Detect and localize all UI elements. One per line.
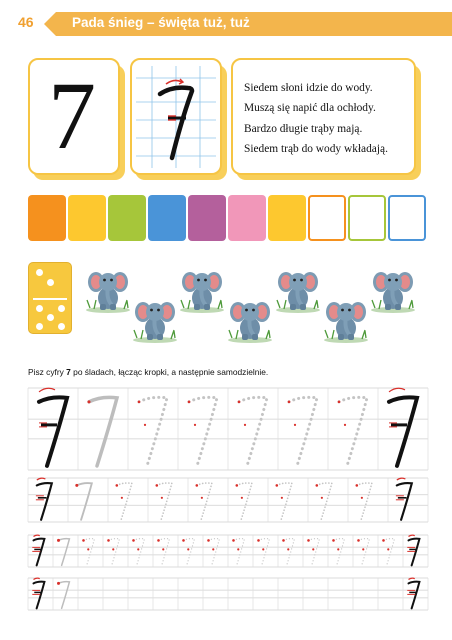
- crossbar-dot: [112, 548, 114, 550]
- digit-seven-dotted: [134, 539, 145, 566]
- stroke-direction-arrow: [397, 478, 406, 480]
- start-dot: [57, 582, 60, 585]
- poem-card: [231, 58, 416, 175]
- start-dot: [196, 484, 199, 487]
- digit-seven-dotted: [189, 397, 217, 466]
- crossbar-dot: [294, 424, 296, 426]
- start-dot: [382, 539, 385, 542]
- start-dot: [288, 401, 291, 404]
- start-dot: [316, 484, 319, 487]
- digit-seven-solid: [409, 539, 420, 566]
- start-dot: [116, 484, 119, 487]
- color-swatch-filled: [148, 195, 186, 241]
- poem-line-1: Siedem słoni idzie do wody.: [244, 82, 373, 94]
- start-dot: [236, 484, 239, 487]
- instruction-after: po śladach, łącząc kropki, a następnie samodzielnie.: [70, 367, 269, 377]
- start-dot: [332, 539, 335, 542]
- stroke-direction-arrow: [39, 388, 55, 392]
- crossbar-dot: [321, 497, 323, 499]
- crossbar-dot: [237, 548, 239, 550]
- start-dot: [238, 401, 241, 404]
- color-swatch-empty[interactable]: [388, 195, 426, 241]
- start-dot: [257, 539, 260, 542]
- stroke-direction-arrow: [389, 388, 405, 392]
- crossbar-dot: [262, 548, 264, 550]
- digit-seven-trace: [89, 397, 117, 466]
- crossbar-dot: [137, 548, 139, 550]
- digit-seven-solid: [34, 539, 45, 566]
- start-dot: [307, 539, 310, 542]
- stroke-direction-arrow: [37, 478, 46, 480]
- color-swatch-filled: [228, 195, 266, 241]
- elephant-icon: [86, 272, 130, 313]
- poem-line-3: Bardzo długie trąby mają.: [244, 123, 363, 135]
- start-dot: [156, 484, 159, 487]
- digit-seven-dotted: [157, 483, 172, 520]
- digit-card: [28, 58, 120, 175]
- crossbar-dot: [161, 497, 163, 499]
- digit-seven-solid: [389, 397, 417, 466]
- elephant-icon: [324, 302, 368, 343]
- crossbar-dot: [144, 424, 146, 426]
- start-dot: [188, 401, 191, 404]
- color-swatch-filled: [188, 195, 226, 241]
- color-swatch-empty[interactable]: [348, 195, 386, 241]
- color-swatch-empty[interactable]: [308, 195, 346, 241]
- instruction-before: Pisz cyfry: [28, 367, 67, 377]
- page-number: 46: [18, 14, 34, 30]
- digit-seven-dotted: [239, 397, 267, 466]
- crossbar-dot: [87, 548, 89, 550]
- writing-practice-rows: [0, 380, 452, 620]
- digit-seven-solid: [397, 483, 412, 520]
- crossbar-dot: [287, 548, 289, 550]
- digit-seven-dotted: [359, 539, 370, 566]
- elephant-icon: [228, 302, 272, 343]
- digit-seven-dotted: [277, 483, 292, 520]
- crossbar-dot: [344, 424, 346, 426]
- color-swatch-filled: [68, 195, 106, 241]
- digit-seven-dotted: [289, 397, 317, 466]
- digit-seven-trace: [77, 483, 92, 520]
- poem-line-4: Siedem trąb do wody wkładają.: [244, 143, 388, 155]
- start-dot: [356, 484, 359, 487]
- digit-seven-dotted: [334, 539, 345, 566]
- crossbar-dot: [387, 548, 389, 550]
- digit-seven-dotted: [184, 539, 195, 566]
- elephant-icon: [180, 272, 224, 313]
- digit-seven-dotted: [109, 539, 120, 566]
- digit-seven-dotted: [259, 539, 270, 566]
- start-dot: [88, 400, 91, 403]
- digit-seven-dotted: [84, 539, 95, 566]
- crossbar-dot: [194, 424, 196, 426]
- digit-seven-dotted: [197, 483, 212, 520]
- start-dot: [107, 539, 110, 542]
- elephant-illustrations: [0, 258, 452, 358]
- crossbar-dot: [241, 497, 243, 499]
- crossbar-dot: [244, 424, 246, 426]
- digit-seven-dotted: [237, 483, 252, 520]
- digit-seven-trace: [59, 582, 70, 609]
- start-dot: [75, 484, 78, 487]
- elephant-icon: [276, 272, 320, 313]
- digit-seven-dotted: [357, 483, 372, 520]
- page-title: Pada śnieg – święta tuż, tuż: [72, 15, 250, 30]
- digit-seven-trace: [59, 539, 70, 566]
- digit-seven-dotted: [384, 539, 395, 566]
- digit-seven-dotted: [317, 483, 332, 520]
- digit-seven-dotted: [284, 539, 295, 566]
- digit-seven-dotted: [309, 539, 320, 566]
- stroke-direction-arrow: [34, 578, 40, 579]
- start-dot: [276, 484, 279, 487]
- digit-seven-solid: [39, 397, 67, 466]
- digit-seven-dotted: [339, 397, 367, 466]
- elephant-icon: [133, 302, 177, 343]
- color-swatch-filled: [108, 195, 146, 241]
- start-dot: [232, 539, 235, 542]
- start-dot: [282, 539, 285, 542]
- digit-seven-dotted: [139, 397, 167, 466]
- digit-seven-dotted: [209, 539, 220, 566]
- grid-digit-drawing: [130, 58, 222, 175]
- writing-instruction: [28, 367, 268, 377]
- start-dot: [338, 401, 341, 404]
- crossbar-dot: [187, 548, 189, 550]
- start-dot: [132, 539, 135, 542]
- stroke-direction-arrow: [409, 535, 415, 536]
- start-dot: [182, 539, 185, 542]
- digit-seven-solid: [37, 483, 52, 520]
- poem-line-2: Muszą się napić dla ochłody.: [244, 102, 376, 114]
- digit-seven-dotted: [159, 539, 170, 566]
- digit-seven-solid: [409, 582, 420, 609]
- crossbar-dot: [362, 548, 364, 550]
- stroke-direction-arrow: [409, 578, 415, 579]
- digit-seven-solid: [34, 582, 45, 609]
- crossbar-dot: [212, 548, 214, 550]
- crossbar-dot: [281, 497, 283, 499]
- crossbar-dot: [162, 548, 164, 550]
- crossbar-dot: [337, 548, 339, 550]
- elephant-icon: [371, 272, 415, 313]
- start-dot: [157, 539, 160, 542]
- digit-seven-dotted: [234, 539, 245, 566]
- start-dot: [57, 539, 60, 542]
- crossbar-dot: [201, 497, 203, 499]
- instruction-digit: 7: [66, 367, 71, 377]
- crossbar-dot: [361, 497, 363, 499]
- digit-seven-dotted: [117, 483, 132, 520]
- start-dot: [207, 539, 210, 542]
- color-swatch-filled: [268, 195, 306, 241]
- printed-digit: 7: [48, 62, 96, 169]
- start-dot: [357, 539, 360, 542]
- start-dot: [138, 401, 141, 404]
- crossbar-dot: [121, 497, 123, 499]
- crossbar-dot: [312, 548, 314, 550]
- color-swatch-filled: [28, 195, 66, 241]
- start-dot: [82, 539, 85, 542]
- stroke-direction-arrow: [34, 535, 40, 536]
